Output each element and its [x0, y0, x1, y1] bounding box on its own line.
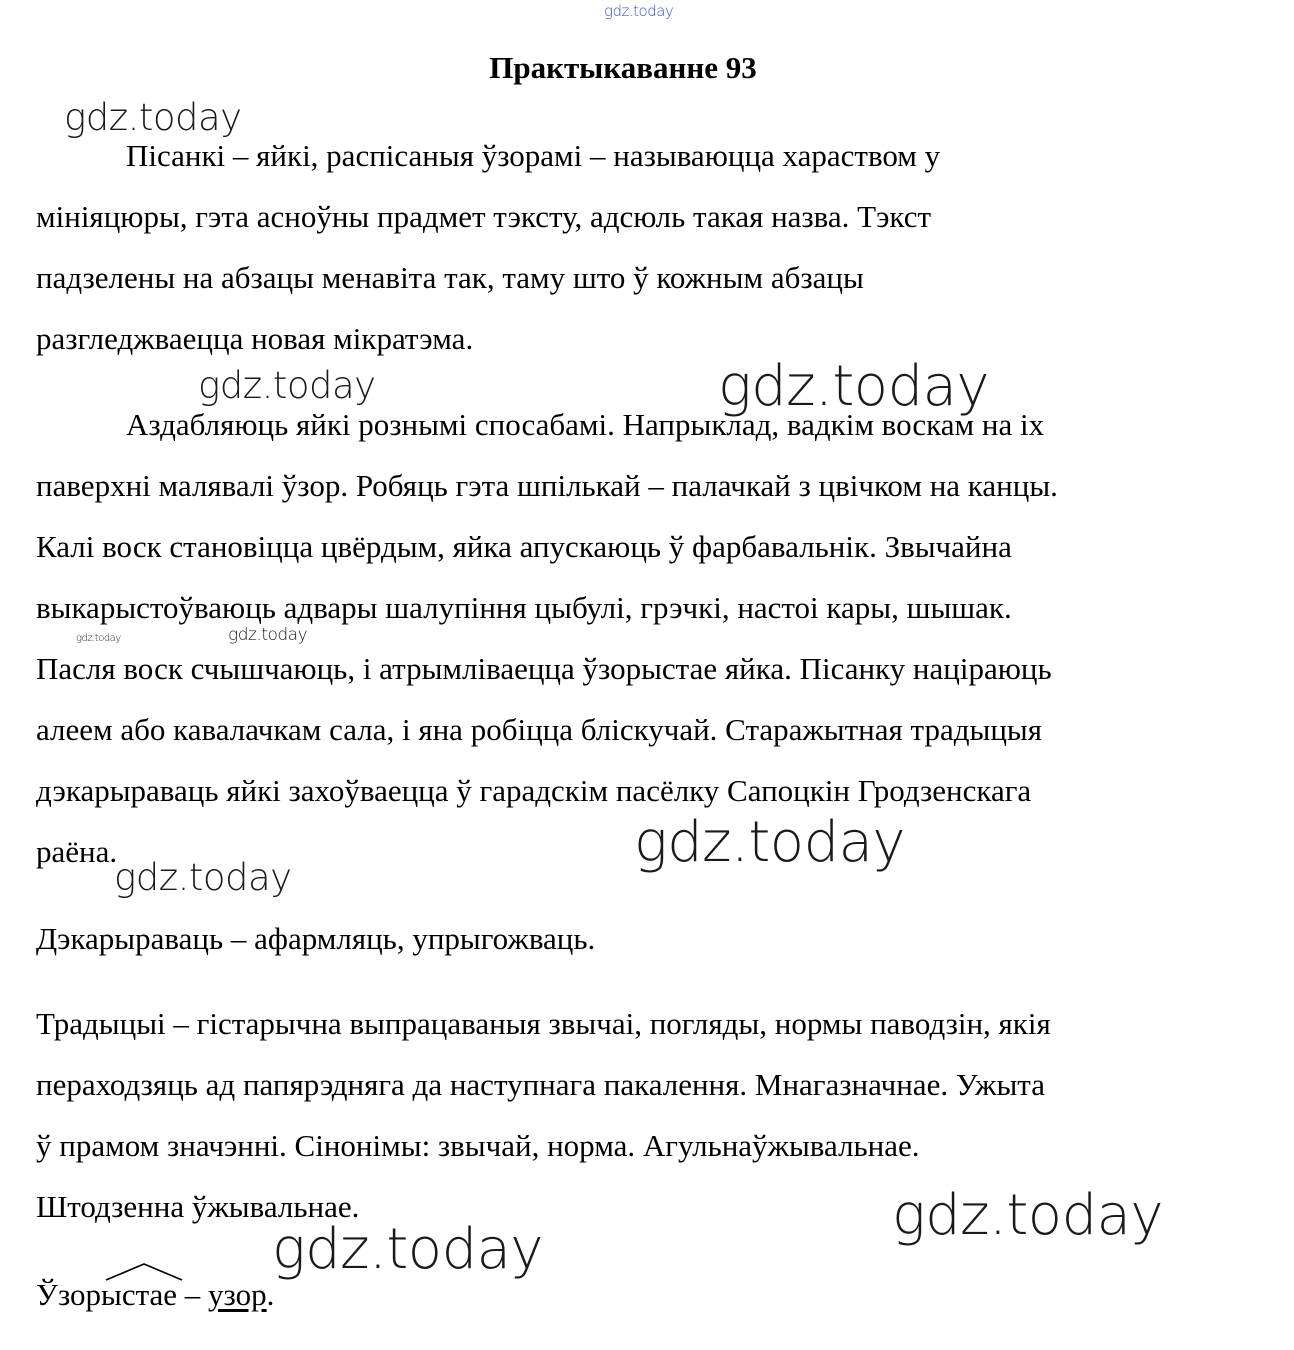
watermark: gdz.today: [272, 1217, 544, 1282]
watermark: gdz.today: [114, 856, 292, 899]
text-line: разгледжваецца новая мікратэма.: [36, 321, 474, 356]
watermark: gdz.today: [76, 633, 121, 644]
definition-dekaryravac: [36, 908, 1236, 969]
text-line: алеем або кавалачкам сала, і яна робіцца бліскучай. Старажытная традыцыя: [36, 712, 1043, 747]
exercise-title: Практыкаванне 93: [489, 50, 757, 85]
text-line: паверхні малявалі ўзор. Робяць гэта шпількай – палачкай з цвічком на канцы.: [36, 468, 1058, 503]
text-line: [36, 1264, 1236, 1325]
paragraph-pisanki: [36, 125, 1236, 369]
suffix-mark-icon: [104, 1262, 184, 1282]
text-line: выкарыстоўваюць адвары шалупіння цыбулі, грэчкі, настоі кары, шышак.: [36, 590, 1012, 625]
text-line: Калі воск становіцца цвёрдым, яйка апускаюць ў фарбавальнік. Звычайна: [36, 529, 1012, 564]
text-line: пераходзяць ад папярэдняга да наступнага пакалення. Мнагазначнае. Ужыта: [36, 1067, 1045, 1102]
word-analysis: [36, 1264, 1236, 1325]
paragraph-tradycyi: [36, 993, 1236, 1237]
watermark: gdz.today: [228, 625, 308, 645]
paragraph-decoration: [36, 394, 1236, 882]
text-line: Пісанкі – яйкі, распісаныя ўзорамі – называюцца харaством у: [126, 138, 941, 173]
analyzed-word: Ўзорыстае: [36, 1264, 177, 1325]
watermark: gdz.today: [892, 1183, 1164, 1248]
watermark: gdz.today: [718, 354, 990, 419]
root-word: узор: [208, 1277, 267, 1312]
text-line: Традыцыі – гістарычна выпрацаваныя звычаі, погляды, нормы паводзін, якія: [36, 1006, 1051, 1041]
dash: –: [177, 1277, 209, 1312]
text-line: Штодзенна ўжывальнае.: [36, 1189, 360, 1224]
period: .: [266, 1277, 275, 1312]
text-line: дэкарыраваць яйкі захоўваецца ў гарадскім пасёлку Сапоцкін Гродзенскага: [36, 773, 1032, 808]
text-line: Дэкарыраваць – афармляць, упрыгожваць.: [36, 921, 596, 956]
watermark: gdz.today: [198, 364, 376, 407]
watermark: gdz.today: [604, 2, 674, 20]
text-line: ў прамом значэнні. Сінонімы: звычай, норма. Агульнаўжывальнае.: [36, 1128, 920, 1163]
watermark: gdz.today: [634, 810, 906, 875]
text-line: падзелены на абзацы менавіта так, таму што ў кожным абзацы: [36, 260, 864, 295]
text-line: раёна.: [36, 834, 118, 869]
text-line: Пасля воск счышчаюць, і атрымліваецца ўзорыстае яйка. Пісанку націраюць: [36, 651, 1052, 686]
text-line: мініяцюры, гэта асноўны прадмет тэксту, адсюль такая назва. Тэкст: [36, 199, 932, 234]
text-line: Аздабляюць яйкі рознымі спосабамі. Напрыклад, вадкім воскам на іх: [126, 407, 1045, 442]
watermark: gdz.today: [64, 96, 242, 139]
